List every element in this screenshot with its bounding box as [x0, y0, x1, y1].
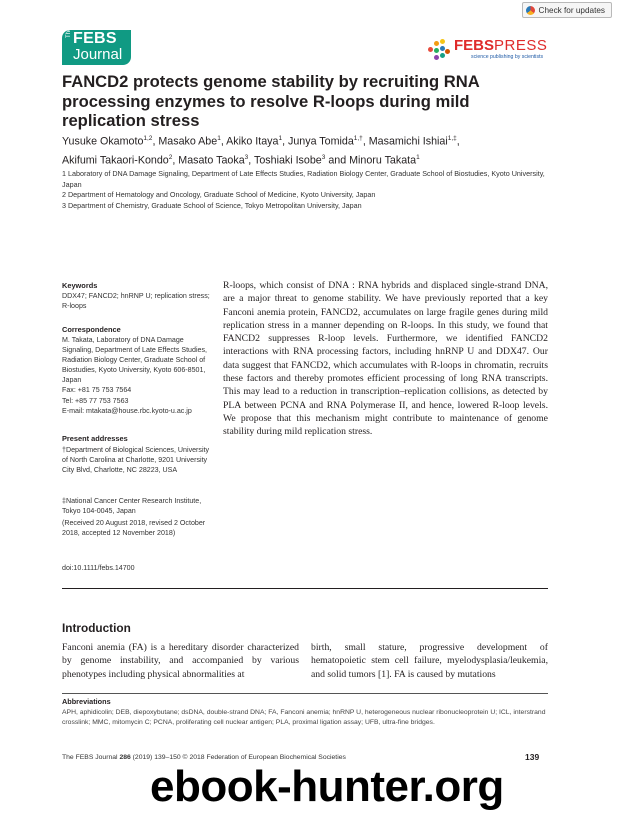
author-name: , Toshiaki Isobe	[248, 154, 322, 167]
crossmark-icon	[526, 6, 535, 15]
author-affiliation-marker: 3	[244, 153, 249, 161]
intro-column-2: birth, small stature, progressive development of hematopoietic stem cell failure, myelodysplasia/leukemia, and solid tumors [1]. FA is caused by mutations	[311, 642, 548, 680]
press-word: PRESS	[494, 37, 548, 54]
abbreviations-text: APH, aphidicolin; DEB, diepoxybutane; dsDNA, double-strand DNA; FA, Fanconi anemia; hnRNP U, heterogeneous nuclear ribonucleoprotein U; ICL, interstrand crosslink; MMC, mitomycin C; PCNA, proliferating cell nuclear antigen; PLA, proximal ligation assay; UFB, ultra-fine bridges.	[62, 709, 546, 727]
affiliation-1: 1 Laboratory of DNA Damage Signaling, Department of Late Effects Studies, Radiation Biology Center, Graduate School of Biostudies, Kyoto University, Japan	[62, 169, 545, 189]
author-name: , Masako Abe	[152, 135, 218, 148]
author-name: , Masato Taoka	[172, 154, 245, 167]
author-name: , Akiko Itaya	[220, 135, 279, 148]
present-address-1: †Department of Biological Sciences, University of North Carolina at Charlotte, 9201 University City Blvd, Charlotte, NC 28223, USA	[62, 446, 210, 475]
author-affiliation-marker: 1,2	[143, 135, 153, 142]
present-address-2: ‡National Cancer Center Research Institute, Tokyo 104-0045, Japan	[62, 497, 202, 516]
correspondence-fax: Fax: +81 75 753 7564	[62, 386, 132, 395]
correspondence-address: M. Takata, Laboratory of DNA Damage Signaling, Department of Late Effects Studies, Radiation Biology Center, Graduate School of Biostudies, Kyoto University, Kyoto 606-8501, Japan	[62, 336, 207, 385]
author-affiliation-marker: 3	[321, 153, 326, 161]
logo-the: The	[66, 27, 72, 38]
abbreviations-divider	[62, 693, 548, 694]
author-affiliation-marker: 1	[416, 153, 420, 161]
watermark-text: ebook-hunter.org	[150, 762, 504, 811]
author-affiliation-marker: 1,‡	[447, 135, 457, 142]
keywords-heading: Keywords	[62, 281, 98, 290]
febs-press-dots-icon	[428, 39, 450, 61]
press-tagline: science publishing by scientists	[471, 54, 544, 60]
correspondence-tel: Tel: +85 77 753 7563	[62, 396, 129, 405]
abstract-text: R-loops, which consist of DNA : RNA hybrids and displaced single-strand DNA, are a major threat to genome stability. We have previously reported that a key Fanconi anemia protein, FANCD2, accumulates on large fragile genes during mild replication stress in a manner depending on R-loops. In this study, we found that FANCD2 suppresses R-loop levels. Furthermore, we identified FANCD2 interactions with RNA processing factors, including hnRNP U and DDX47. Our data suggest that FANCD2, which accumulates with R-loops in chromatin, recruits these factors and thereby promotes efficient processing of long RNA transcripts. This may lead to a reduction in transcription–replication collisions, as detected by PLA between PCNA and RNA Polymerase II, and hence, lowered R-loop levels. We propose that this mechanism might contribute to maintenance of genome stability during mild replication stress.	[223, 280, 548, 438]
febs-journal-logo	[62, 27, 131, 65]
affiliation-2: 2 Department of Hematology and Oncology, Graduate School of Medicine, Kyoto University, Japan	[62, 190, 376, 199]
present-addresses-heading: Present addresses	[62, 434, 128, 443]
doi-link[interactable]: doi:10.1111/febs.14700	[62, 564, 135, 572]
footer-volume: 286	[119, 754, 131, 761]
author-name: and Minoru Takata	[325, 154, 417, 167]
author-name: Akifumi Takaori-Kondo	[62, 154, 169, 167]
logo-febs: FEBS	[73, 30, 117, 47]
section-divider	[62, 588, 548, 589]
abbreviations-heading: Abbreviations	[62, 697, 111, 706]
febs-press-logo	[428, 36, 548, 64]
footer-copyright: (2019) 139–150 © 2018 Federation of European Biochemical Societies	[132, 754, 346, 761]
author-name: , Masamichi Ishiai	[362, 135, 448, 148]
author-name: Yusuke Okamoto	[62, 135, 144, 148]
article-title: FANCD2 protects genome stability by recruiting RNA processing enzymes to resolve R-loops during mild replication stress	[62, 72, 480, 130]
check-for-updates-label: Check for updates	[538, 5, 605, 15]
correspondence-heading: Correspondence	[62, 325, 121, 334]
press-febs: FEBS	[454, 37, 495, 54]
page-footer	[62, 754, 346, 761]
author-line-1	[62, 131, 552, 150]
author-affiliation-marker: 1	[278, 135, 283, 142]
check-for-updates-button[interactable]	[522, 2, 612, 18]
author-affiliation-marker: 2	[168, 153, 173, 161]
correspondence-block	[62, 335, 214, 416]
logo-journal: Journal	[73, 46, 123, 63]
author-name: , Junya Tomida	[282, 135, 354, 148]
introduction-heading: Introduction	[62, 621, 131, 635]
received-dates: (Received 20 August 2018, revised 2 October 2018, accepted 12 November 2018)	[62, 519, 206, 538]
page-number: 139	[525, 752, 540, 762]
author-line-2	[62, 150, 552, 169]
author-affiliation-marker: 1	[217, 135, 221, 142]
footer-journal: The FEBS Journal	[62, 754, 118, 761]
correspondence-email[interactable]: E-mail: mtakata@house.rbc.kyoto-u.ac.jp	[62, 406, 192, 415]
intro-column-1: Fanconi anemia (FA) is a hereditary disorder characterized by genome instability, and accompanied by various phenotypes including physical abnormalities at	[62, 642, 299, 680]
author-affiliation-marker: 1,†	[353, 135, 363, 142]
author-list	[62, 131, 552, 168]
author-name: ,	[456, 135, 460, 148]
keywords-text: DDX47; FANCD2; hnRNP U; replication stress; R-loops	[62, 292, 210, 311]
affiliation-3: 3 Department of Chemistry, Graduate School of Science, Tokyo Metropolitan University, Japan	[62, 201, 362, 210]
